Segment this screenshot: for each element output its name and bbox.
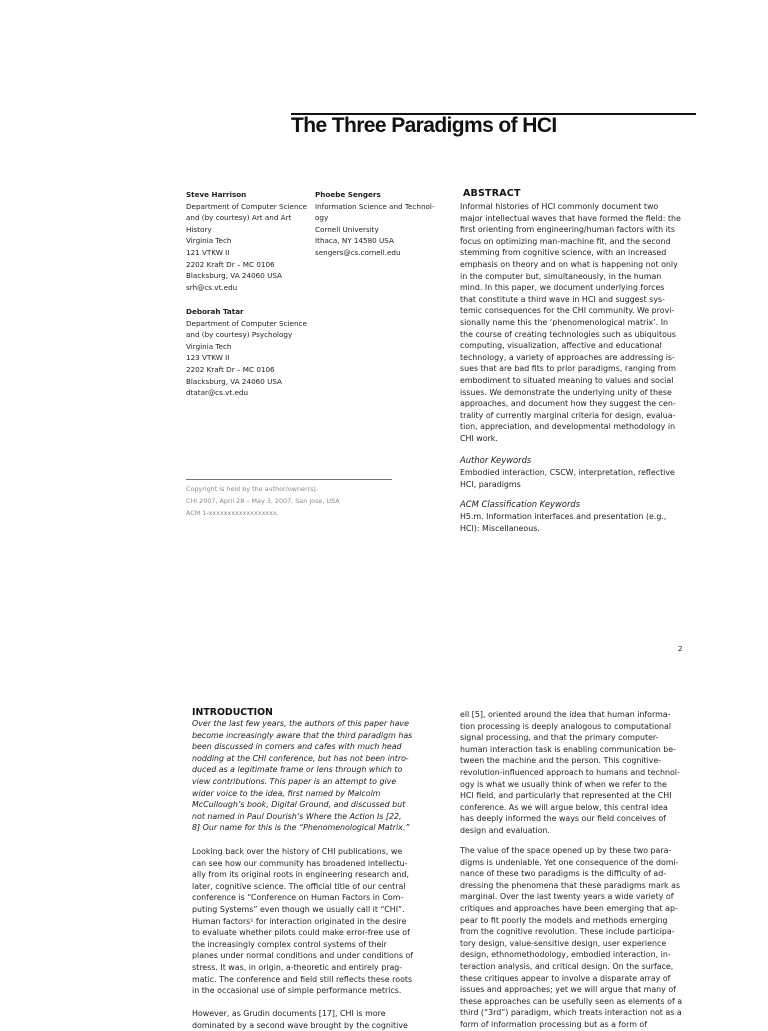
text-line: and (by courtesy) Psychology	[186, 330, 293, 340]
text-line: revolution-influenced approach to humans and technol-	[460, 767, 680, 777]
text-line: Blacksburg, VA 24060 USA	[186, 376, 282, 386]
text-line: later, cognitive science. The official title of our central	[192, 881, 406, 891]
intro-paragraph-2	[192, 846, 413, 997]
text-line: tory design, value-sensitive design, user experience	[460, 938, 667, 948]
text-line: mind. In this paper, we document underlying forces	[460, 283, 665, 293]
text-line: trality of currently marginal criteria for design, evalua-	[460, 410, 676, 420]
text-line: can see how our community has broadened intellectu-	[192, 858, 408, 868]
text-line: issues and approaches; yet we will argue that many of	[460, 985, 676, 995]
text-line: Over the last few years, the authors of this paper have	[192, 719, 409, 728]
text-line: CHI work.	[460, 433, 498, 443]
intro-right-paragraph-2	[460, 845, 682, 1031]
text-line: wider voice to the idea, first named by Malcolm	[192, 788, 381, 798]
text-line: the course of creating technologies such as ubiquitous	[460, 329, 677, 339]
text-line: design and evaluation.	[460, 825, 551, 835]
text-line: nance of these two paradigms is the difficulty of ad-	[460, 869, 667, 879]
text-line: first orienting from engineering/human factors with its	[460, 225, 676, 235]
text-line: CHI 2007, April 28 – May 3, 2007, San Jose, USA	[186, 497, 340, 505]
text-line: been discussed in corners and cafes with much head	[192, 742, 402, 752]
text-line: sues that are bad fits to prior paradigms, ranging from	[460, 364, 676, 374]
text-line: Virginia Tech	[186, 341, 232, 351]
text-line: Virginia Tech	[186, 236, 232, 246]
author-block-harrison	[186, 189, 307, 293]
text-line: form of information processing but as a form of	[460, 1019, 648, 1029]
author-keywords-text	[460, 467, 675, 490]
author-keywords-heading: Author Keywords	[460, 455, 532, 465]
copyright-rule	[186, 479, 392, 480]
text-line: History	[186, 224, 212, 234]
text-line: ally from its original roots in engineering research and,	[192, 870, 410, 880]
text-line: Department of Computer Science	[186, 201, 307, 211]
text-line: marginal. Over the last twenty years a wide variety of	[460, 892, 674, 902]
intro-paragraph-3	[192, 1008, 408, 1031]
text-line: Human factors¹ for interaction originated in the desire	[192, 916, 407, 926]
text-line: 123 VTKW II	[186, 353, 230, 363]
text-line: matic. The conference and field still reflects these roots	[192, 974, 413, 984]
text-line: issues. We demonstrate the underlying unity of these	[460, 387, 672, 397]
text-line: computing, visualization, affective and educational	[460, 341, 662, 351]
text-line: and (by courtesy) Art and Art	[186, 213, 292, 223]
text-line: conference. As we will argue below, this central idea	[460, 802, 668, 812]
author-affiliation	[186, 318, 307, 399]
text-line: stress. It was, in origin, a-theoretic and entirely prag-	[192, 962, 403, 972]
text-line: third (“3rd”) paradigm, which treats interaction not as a	[460, 1008, 682, 1018]
text-line: McCullough’s book, Digital Ground, and discussed but	[192, 800, 406, 810]
text-line: duced as a legitimate frame or lens through which to	[192, 765, 403, 775]
text-line: approaches, and document how they suggest the cen-	[460, 399, 676, 409]
text-line: stemming from cognitive science, with an increased	[460, 248, 667, 258]
text-line: human interaction task is enabling communication be-	[460, 744, 676, 754]
text-line: srh@cs.vt.edu	[186, 282, 238, 292]
text-line: conference is “Conference on Human Factors in Com-	[192, 893, 404, 903]
text-line: technology, a variety of approaches are addressing is-	[460, 352, 675, 362]
text-line: HCI field, and particularly that represented at the CHI	[460, 791, 672, 801]
text-line: pear to fit poorly the models and methods emerging	[460, 915, 668, 925]
text-line: embodiment to situated meaning to values and social	[460, 375, 674, 385]
author-block-tatar	[186, 306, 307, 399]
text-line: Information Science and Technol-	[315, 201, 435, 211]
author-affiliation	[186, 201, 307, 294]
text-line: these critiques appear to involve a disparate array of	[460, 973, 671, 983]
text-line: HCI): Miscellaneous.	[460, 523, 540, 533]
text-line: view contributions. This paper is an attempt to give	[192, 776, 397, 786]
text-line: HCI, paradigms	[460, 479, 521, 489]
text-line: to evaluate whether pilots could make error-free use of	[192, 928, 410, 938]
text-line: 121 VTKW II	[186, 247, 230, 257]
text-line: planes under normal conditions and under conditions of	[192, 951, 414, 961]
text-line: tion, appreciation, and developmental methodology in	[460, 422, 676, 432]
text-line: Looking back over the history of CHI publications, we	[192, 847, 403, 856]
text-line: critiques and approaches have been emerging that ap-	[460, 903, 678, 913]
text-line: tion processing is deeply analogous to computational	[460, 721, 672, 731]
text-line: teraction analysis, and critical design. On the surface,	[460, 961, 674, 971]
text-line: ACM 1-xxxxxxxxxxxxxxxxxx.	[186, 509, 279, 517]
paper-title: The Three Paradigms of HCI	[291, 114, 557, 137]
text-line: focus on optimizing man-machine fit, and the second	[460, 236, 671, 246]
introduction-heading: INTRODUCTION	[192, 707, 273, 718]
text-line: tween the machine and the person. This cognitive-	[460, 756, 662, 766]
text-line: ogy	[315, 213, 329, 223]
acm-keywords-text	[460, 511, 666, 534]
copyright-notice	[186, 483, 340, 519]
text-line: has deeply informed the ways our field conceives of	[460, 814, 666, 824]
text-line: 8] Our name for this is the “Phenomenological Matrix.”	[192, 823, 410, 833]
text-line: Department of Computer Science	[186, 318, 307, 328]
author-name: Steve Harrison	[186, 190, 247, 199]
text-line: Embodied interaction, CSCW, interpretation, reflective	[460, 468, 675, 477]
author-name: Deborah Tatar	[186, 307, 244, 316]
author-name: Phoebe Sengers	[315, 190, 381, 199]
author-block-sengers	[315, 189, 434, 259]
text-line: major intellectual waves that have formed the field: the	[460, 213, 681, 223]
text-line: Ithaca, NY 14580 USA	[315, 236, 394, 246]
text-line: The value of the space opened up by these two para-	[460, 846, 672, 855]
text-line: ogy is what we usually think of when we refer to the	[460, 779, 667, 789]
text-line: emphasis on theory and on what is happening not only	[460, 259, 678, 269]
author-affiliation	[315, 201, 434, 259]
text-line: in the computer but, simultaneously, in the human	[460, 271, 662, 281]
text-line: Cornell University	[315, 224, 379, 234]
text-line: signal processing, and that the primary computer-	[460, 733, 659, 743]
text-line: dominated by a second wave brought by the cognitive	[192, 1020, 408, 1030]
abstract-text	[460, 201, 681, 444]
text-line: the increasingly complex control systems of their	[192, 939, 387, 949]
text-line: Blacksburg, VA 24060 USA	[186, 271, 282, 281]
text-line: temic consequences for the CHI community. We provi-	[460, 306, 675, 316]
text-line: puting Systems” even though we usually call it “CHI”.	[192, 904, 405, 914]
text-line: not named in Paul Dourish’s Where the Action Is [22,	[192, 811, 402, 821]
text-line: dtatar@cs.vt.edu	[186, 388, 249, 398]
text-line: However, as Grudin documents [17], CHI is more	[192, 1009, 386, 1018]
text-line: ell [5], oriented around the idea that human informa-	[460, 710, 671, 719]
text-line: dressing the phenomena that these paradigms mark as	[460, 880, 681, 890]
text-line: sengers@cs.cornell.edu	[315, 247, 401, 257]
acm-keywords-heading: ACM Classification Keywords	[460, 499, 581, 509]
text-line: 2202 Kraft Dr – MC 0106	[186, 259, 275, 269]
text-line: H5.m. Information interfaces and presentation (e.g.,	[460, 512, 667, 521]
page-number: 2	[678, 645, 683, 653]
text-line: design, ethnomethodology, embodied interaction, in-	[460, 950, 671, 960]
intro-italic-paragraph	[192, 718, 412, 834]
intro-right-paragraph-1	[460, 709, 680, 837]
text-line: these approaches can be usefully seen as elements of a	[460, 996, 683, 1006]
abstract-heading: ABSTRACT	[463, 188, 521, 199]
text-line: 2202 Kraft Dr – MC 0106	[186, 364, 275, 374]
text-line: from the cognitive revolution. These include participa-	[460, 927, 675, 937]
text-line: in the occasional use of simple performance metrics.	[192, 986, 402, 996]
text-line: digms is undeniable. Yet one consequence of the domi-	[460, 857, 679, 867]
text-line: Informal histories of HCI commonly document two	[460, 202, 659, 211]
text-line: Copyright is held by the author/owner(s).	[186, 485, 318, 493]
text-line: nodding at the CHI conference, but has not been intro-	[192, 753, 409, 763]
text-line: become increasingly aware that the third paradigm has	[192, 730, 413, 740]
text-line: that constitute a third wave in HCI and suggest sys-	[460, 294, 665, 304]
text-line: sionally name this the ‘phenomenological matrix’. In	[460, 317, 669, 327]
